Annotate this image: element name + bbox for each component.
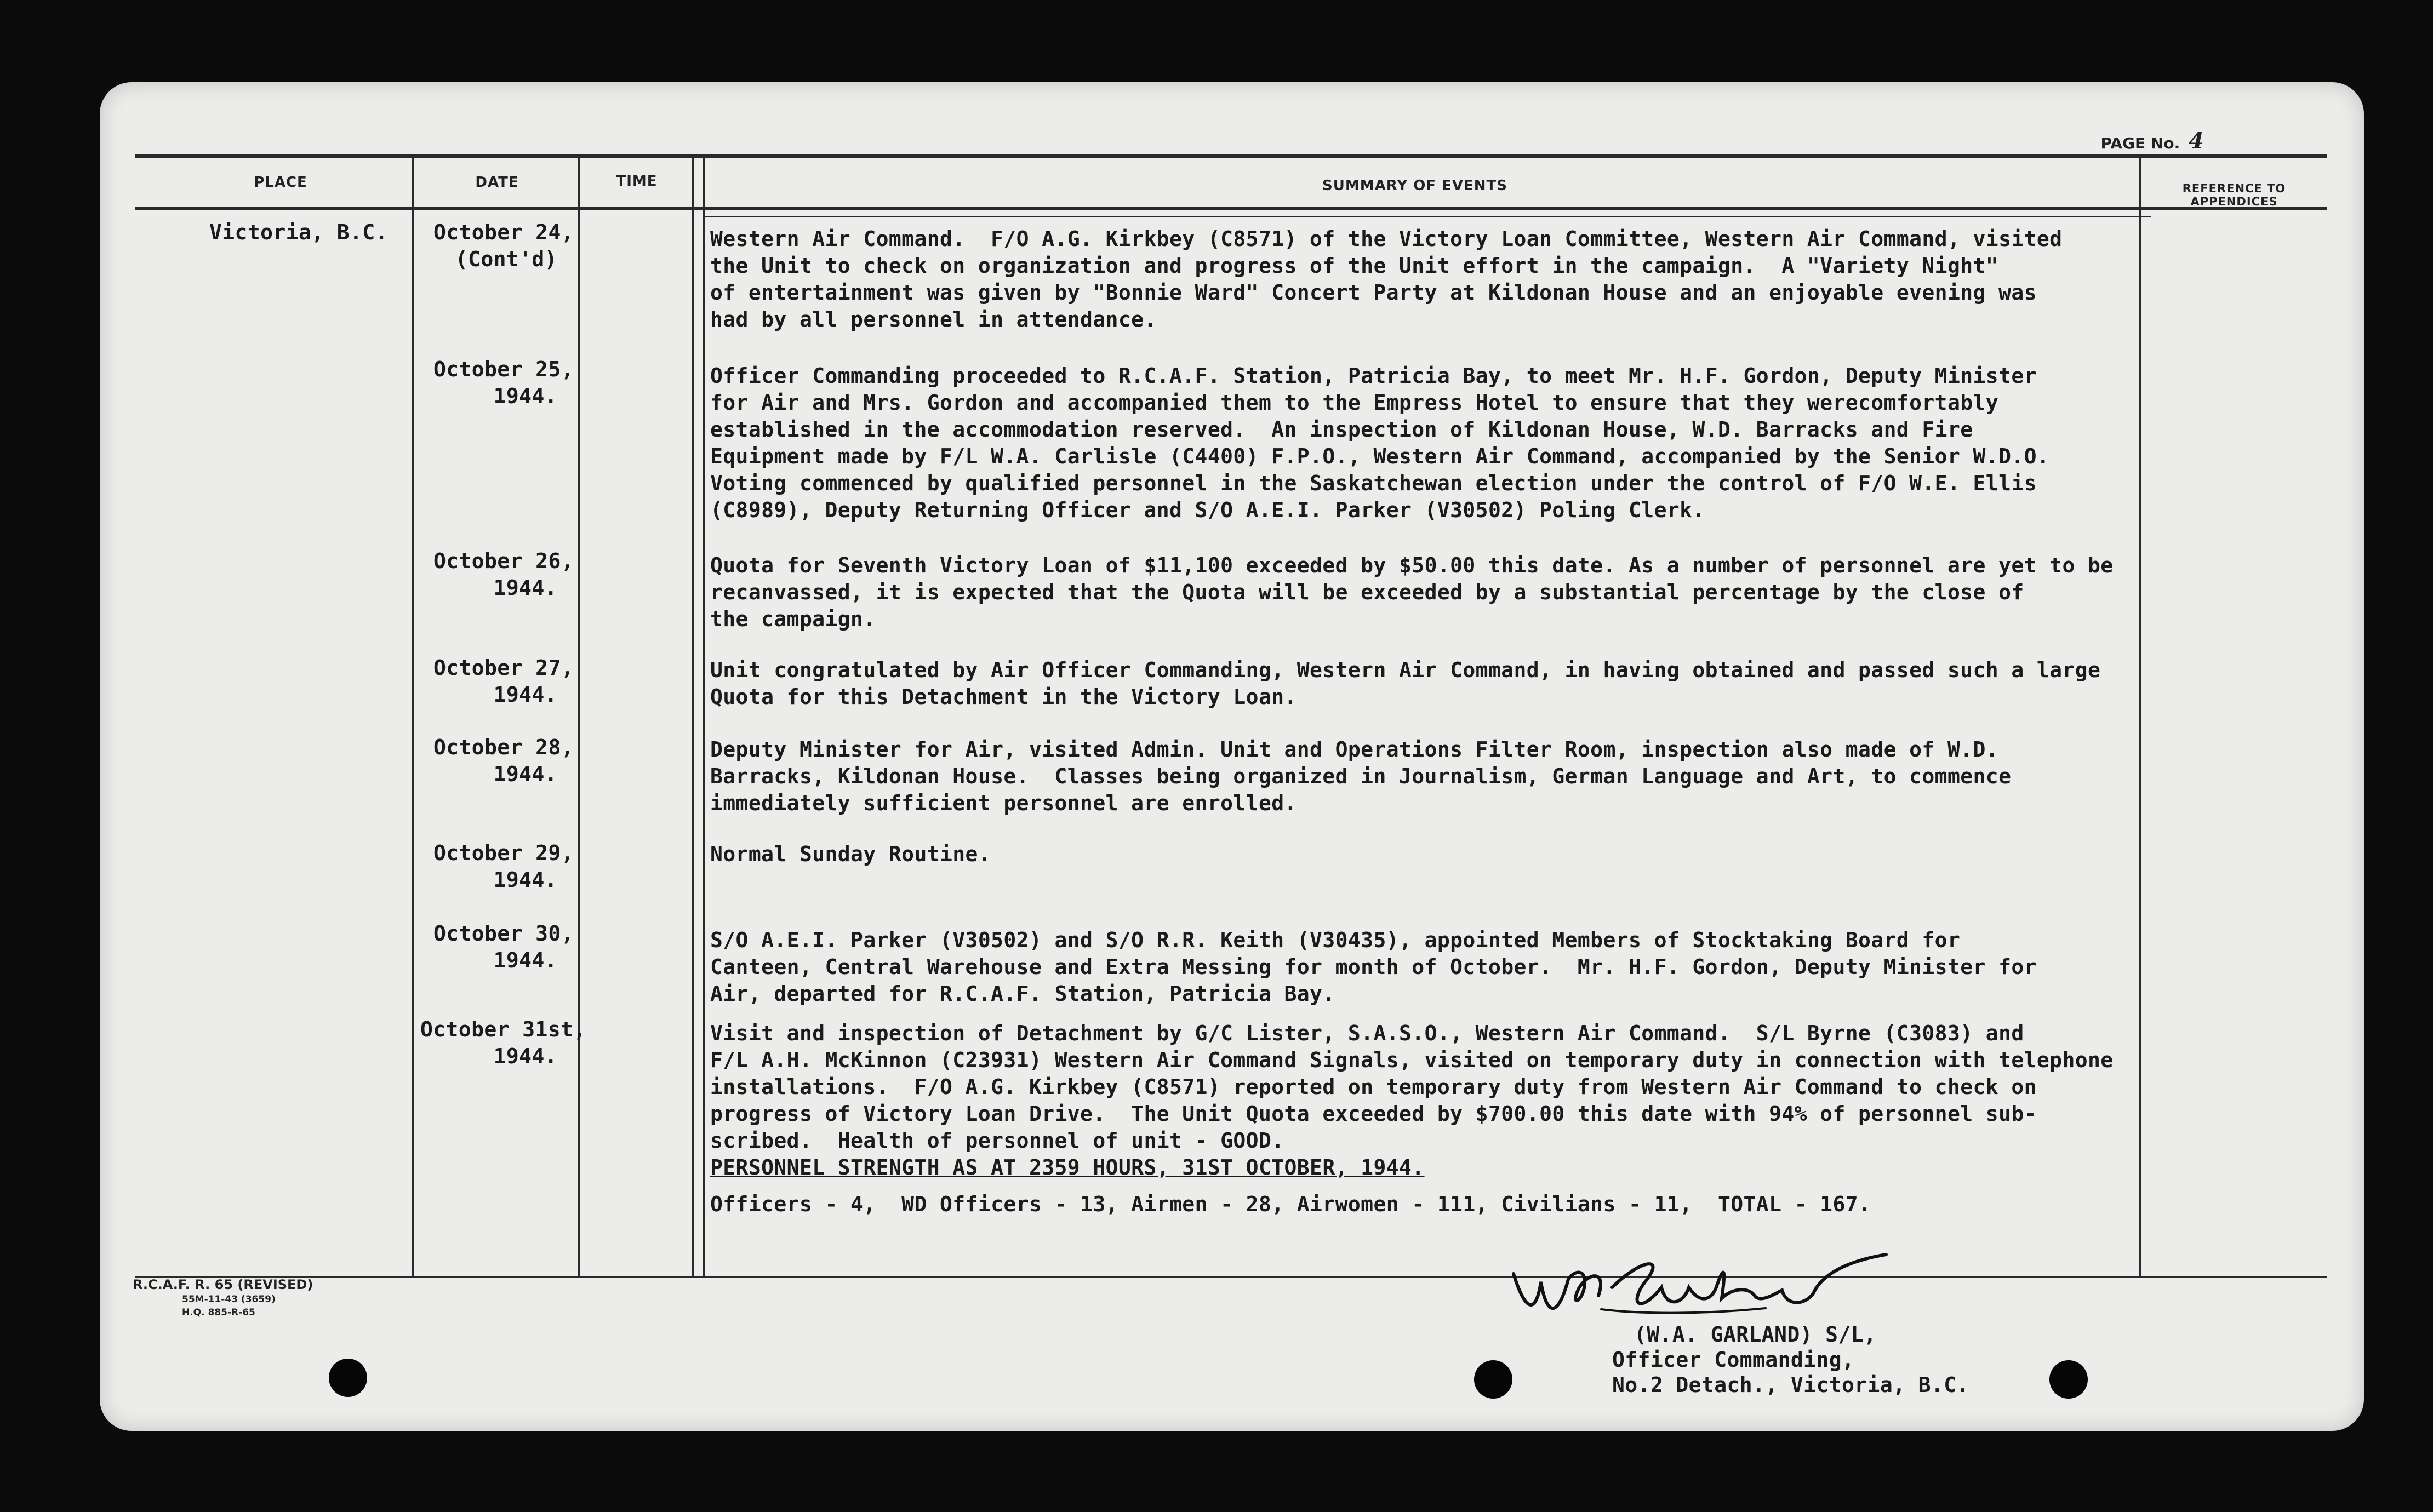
entry-line: progress of Victory Loan Drive. The Unit Quota exceeded by $700.00 this date with 94% of personnel sub- (710, 1102, 2037, 1126)
entry-date-line1: October 27, (433, 656, 574, 680)
handwritten-signature (1503, 1249, 1919, 1331)
entry-line: Equipment made by F/L W.A. Carlisle (C4400) F.P.O., Western Air Command, accompanied by the Senior W.D.O. (710, 444, 2050, 468)
personnel-strength-heading: PERSONNEL STRENGTH AS AT 2359 HOURS, 31ST OCTOBER, 1944. (710, 1155, 1425, 1179)
entry-line: the campaign. (710, 607, 876, 631)
entry-date-line2: (Cont'd) (455, 247, 557, 271)
entry-line: had by all personnel in attendance. (710, 307, 1157, 331)
page-number-value: 4 (2185, 128, 2260, 155)
header-date: DATE (475, 174, 519, 191)
entry-line: Barracks, Kildonan House. Classes being organized in Journalism, German Language and Art, to commence (710, 764, 2012, 788)
header-reference-line2: APPENDICES (2190, 195, 2278, 208)
entry-date-line2: 1944. (493, 683, 557, 707)
entry-line: of entertainment was given by "Bonnie Ward" Concert Party at Kildonan House and an enjoyable evening was (710, 280, 2037, 305)
column-divider-time (692, 154, 694, 1278)
signatory-name: (W.A. GARLAND) S/L, (1634, 1322, 1877, 1347)
column-divider-date (578, 154, 580, 1278)
war-diary-card (100, 82, 2364, 1431)
entry-date-line1: October 31st, (420, 1017, 586, 1041)
entry-date-line2: 1944. (493, 762, 557, 786)
entry-line: Air, departed for R.C.A.F. Station, Patricia Bay. (710, 982, 1335, 1006)
entry-line: Visit and inspection of Detachment by G/C Lister, S.A.S.O., Western Air Command. S/L Byrne (C3083) and (710, 1021, 2024, 1045)
column-divider-time-inner (703, 154, 705, 1278)
page-number (2100, 128, 2260, 155)
entry-line: Quota for this Detachment in the Victory Loan. (710, 685, 1297, 709)
entry-line: Voting commenced by qualified personnel in the Saskatchewan election under the control of F/O W.E. Ellis (710, 471, 2037, 495)
signatory-unit: No.2 Detach., Victoria, B.C. (1612, 1373, 1969, 1397)
entry-date-line1: October 29, (433, 841, 574, 865)
form-hq-code: H.Q. 885-R-65 (182, 1307, 255, 1318)
header-reference-line1: REFERENCE TO (2182, 182, 2286, 195)
punch-hole (329, 1359, 367, 1397)
personnel-strength-totals: Officers - 4, WD Officers - 13, Airmen - 28, Airwomen - 111, Civilians - 11, TOTAL - 167. (710, 1192, 1871, 1216)
entry-line: established in the accommodation reserved. An inspection of Kildonan House, W.D. Barracks and Fire (710, 417, 1973, 442)
column-divider-place (412, 154, 414, 1278)
entry-line: Unit congratulated by Air Officer Commanding, Western Air Command, in having obtained and passed such a large (710, 658, 2101, 682)
top-rule (135, 154, 2327, 158)
header-rule (135, 207, 2327, 210)
entry-line: recanvassed, it is expected that the Quota will be exceeded by a substantial percentage by the close of (710, 580, 2024, 604)
entry-line: Normal Sunday Routine. (710, 842, 991, 866)
entry-date-line1: October 25, (433, 357, 574, 381)
entry-line: Western Air Command. F/O A.G. Kirkbey (C8571) of the Victory Loan Committee, Western Air Command, visited (710, 227, 2063, 251)
place-value: Victoria, B.C. (209, 220, 388, 244)
entry-date-line2: 1944. (493, 1044, 557, 1068)
entry-date-line1: October 24, (433, 220, 574, 244)
punch-hole (2049, 1360, 2088, 1399)
header-summary: SUMMARY OF EVENTS (1322, 177, 1507, 194)
header-place: PLACE (254, 174, 307, 191)
punch-hole (1474, 1360, 1512, 1399)
entry-date-line2: 1944. (493, 576, 557, 600)
entry-date-line1: October 28, (433, 735, 574, 759)
entry-date-line2: 1944. (493, 868, 557, 892)
entry-line: Deputy Minister for Air, visited Admin. Unit and Operations Filter Room, inspection also made of W.D. (710, 737, 1999, 761)
entry-line: (C8989), Deputy Returning Officer and S/O A.E.I. Parker (V30502) Poling Clerk. (710, 498, 1705, 522)
entry-line: for Air and Mrs. Gordon and accompanied them to the Empress Hotel to ensure that they werecomfortably (710, 391, 1999, 415)
entry-line: installations. F/O A.G. Kirkbey (C8571) reported on temporary duty from Western Air Command to check on (710, 1075, 2037, 1099)
form-identifier (133, 1276, 313, 1319)
entry-line: scribed. Health of personnel of unit - GOOD. (710, 1129, 1284, 1153)
header-time: TIME (616, 173, 658, 190)
entry-line: S/O A.E.I. Parker (V30502) and S/O R.R. Keith (V30435), appointed Members of Stocktaking Board for (710, 928, 1961, 952)
entry-date-line2: 1944. (493, 384, 557, 408)
entry-line: F/L A.H. McKinnon (C23931) Western Air Command Signals, visited on temporary duty in connection with telephone (710, 1048, 2114, 1072)
form-number: R.C.A.F. R. 65 (REVISED) (133, 1277, 313, 1292)
entry-line: Canteen, Central Warehouse and Extra Messing for month of October. Mr. H.F. Gordon, Deputy Minister for (710, 955, 2037, 979)
entry-date-line1: October 30, (433, 921, 574, 946)
page-number-label: PAGE No. (2100, 134, 2180, 152)
form-print-code: 55M-11-43 (3659) (182, 1294, 276, 1305)
column-divider-reference (2139, 154, 2141, 1278)
entry-date-line1: October 26, (433, 549, 574, 573)
entry-line: Quota for Seventh Victory Loan of $11,100 exceeded by $50.00 this date. As a number of personnel are yet to be (710, 553, 2114, 577)
bottom-rule (135, 1276, 2327, 1278)
signatory-title: Officer Commanding, (1612, 1348, 1855, 1372)
entry-line: the Unit to check on organization and progress of the Unit effort in the campaign. A "Variety Night" (710, 254, 1999, 278)
summary-subrule (705, 216, 2151, 217)
entry-line: immediately sufficient personnel are enrolled. (710, 791, 1297, 815)
entry-line: Officer Commanding proceeded to R.C.A.F. Station, Patricia Bay, to meet Mr. H.F. Gordon, Deputy Minister (710, 364, 2037, 388)
entry-date-line2: 1944. (493, 948, 557, 972)
